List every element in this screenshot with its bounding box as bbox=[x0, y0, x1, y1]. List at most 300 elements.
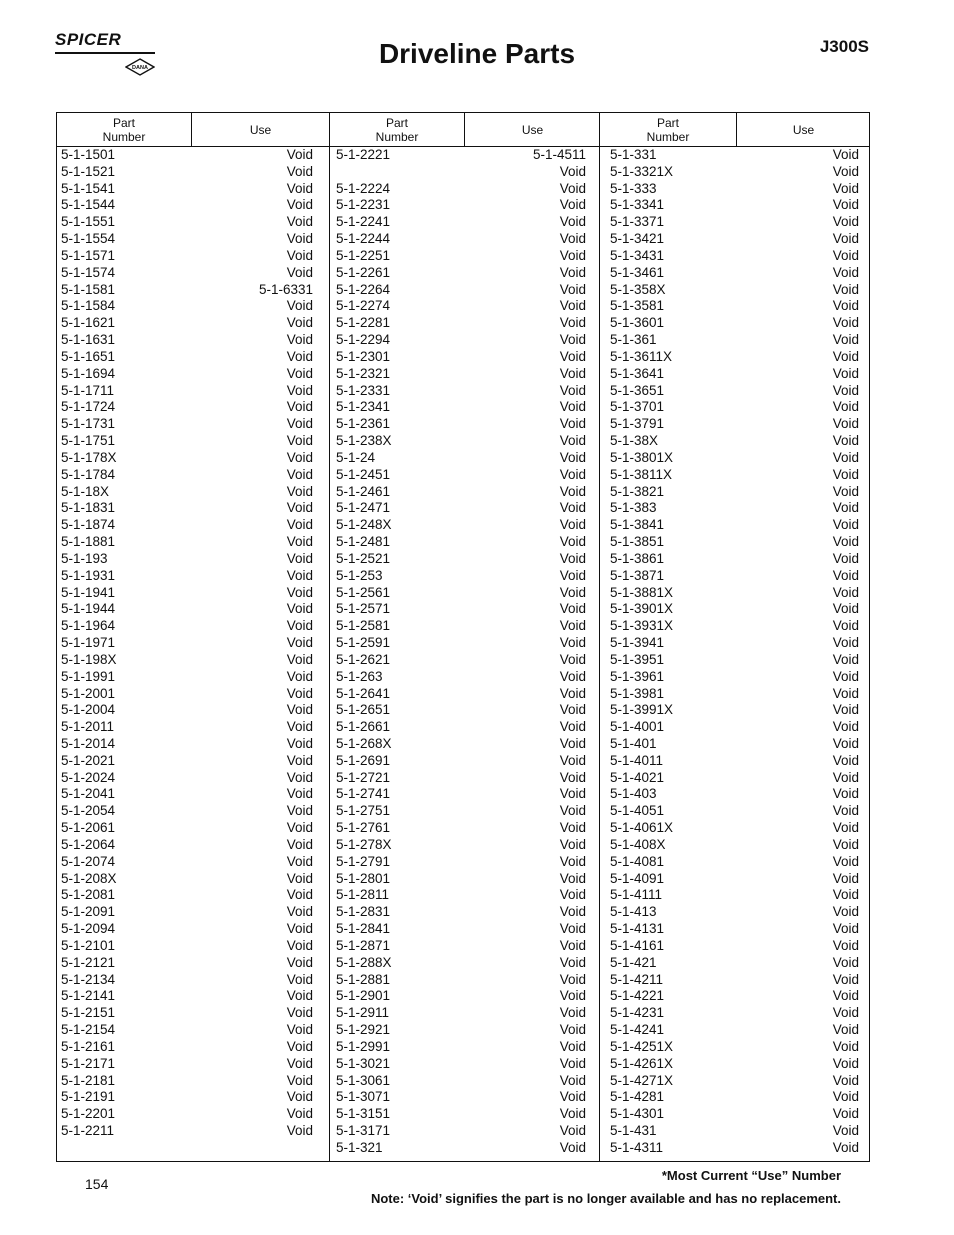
use-cell: Void bbox=[286, 534, 313, 550]
part-number-cell: 5-1-1751 bbox=[61, 433, 116, 449]
use-cell: Void bbox=[559, 820, 586, 836]
table-row bbox=[330, 585, 600, 602]
use-cell: Void bbox=[286, 298, 313, 314]
use-cell: Void bbox=[559, 264, 586, 280]
use-cell: Void bbox=[559, 449, 586, 465]
use-cell: Void bbox=[286, 483, 313, 499]
use-cell: Void bbox=[286, 954, 313, 970]
table-row bbox=[330, 921, 600, 938]
use-cell: Void bbox=[832, 820, 859, 836]
table-row bbox=[330, 517, 600, 534]
use-cell: Void bbox=[559, 971, 586, 987]
use-cell: Void bbox=[559, 1038, 586, 1054]
table-row bbox=[330, 416, 600, 433]
part-number-cell: 5-1-248X bbox=[336, 517, 392, 533]
table-row bbox=[600, 736, 870, 753]
table-row bbox=[330, 686, 600, 703]
table-row bbox=[57, 854, 329, 871]
table-row bbox=[330, 315, 600, 332]
use-cell: Void bbox=[559, 904, 586, 920]
use-cell: Void bbox=[832, 921, 859, 937]
table-row bbox=[330, 1106, 600, 1123]
use-cell: Void bbox=[286, 1055, 313, 1071]
table-row bbox=[600, 635, 870, 652]
part-number-cell: 5-1-2331 bbox=[336, 382, 391, 398]
part-number-cell: 5-1-2251 bbox=[336, 247, 391, 263]
table-row bbox=[57, 635, 329, 652]
part-number-cell: 5-1-2281 bbox=[336, 315, 391, 331]
table-row bbox=[57, 786, 329, 803]
use-cell: Void bbox=[559, 1005, 586, 1021]
table-row bbox=[600, 399, 870, 416]
table-row bbox=[600, 618, 870, 635]
part-number-cell: 5-1-1621 bbox=[61, 315, 116, 331]
table-row bbox=[330, 164, 600, 181]
table-row bbox=[600, 416, 870, 433]
table-row bbox=[330, 887, 600, 904]
use-cell: Void bbox=[559, 685, 586, 701]
use-cell: Void bbox=[832, 904, 859, 920]
use-cell: Void bbox=[286, 332, 313, 348]
part-number-cell: 5-1-331 bbox=[610, 147, 657, 162]
use-cell: Void bbox=[832, 247, 859, 263]
use-cell: Void bbox=[286, 348, 313, 364]
table-row bbox=[600, 214, 870, 231]
use-cell: Void bbox=[832, 836, 859, 852]
part-number-cell: 5-1-2011 bbox=[61, 719, 115, 735]
part-number-cell: 5-1-3651 bbox=[610, 382, 665, 398]
use-cell: Void bbox=[559, 483, 586, 499]
part-number-cell: 5-1-1521 bbox=[61, 163, 116, 179]
table-row bbox=[600, 349, 870, 366]
part-number-cell: 5-1-1574 bbox=[61, 264, 116, 280]
table-row bbox=[330, 786, 600, 803]
table-row bbox=[330, 467, 600, 484]
table-row bbox=[600, 315, 870, 332]
use-cell: Void bbox=[832, 752, 859, 768]
table-row bbox=[330, 972, 600, 989]
part-number-cell: 5-1-278X bbox=[336, 836, 392, 852]
part-number-cell: 5-1-288X bbox=[336, 954, 392, 970]
part-number-cell: 5-1-38X bbox=[610, 433, 659, 449]
table-row bbox=[57, 871, 329, 888]
use-cell: Void bbox=[286, 618, 313, 634]
table-row bbox=[57, 955, 329, 972]
table-row bbox=[600, 433, 870, 450]
use-cell: Void bbox=[832, 719, 859, 735]
use-cell: Void bbox=[559, 584, 586, 600]
table-row bbox=[330, 904, 600, 921]
table-row bbox=[330, 669, 600, 686]
part-number-cell: 5-1-3801X bbox=[610, 449, 674, 465]
part-number-cell: 5-1-1581 bbox=[61, 281, 116, 297]
table-row bbox=[330, 719, 600, 736]
part-number-cell: 5-1-2161 bbox=[61, 1038, 116, 1054]
header-use: Use bbox=[464, 113, 600, 146]
use-cell: Void bbox=[832, 702, 859, 718]
table-row bbox=[600, 854, 870, 871]
use-cell: Void bbox=[559, 332, 586, 348]
use-cell: Void bbox=[286, 937, 313, 953]
use-cell: Void bbox=[832, 1055, 859, 1071]
table-row bbox=[57, 399, 329, 416]
table-row bbox=[330, 1056, 600, 1073]
use-cell: Void bbox=[559, 988, 586, 1004]
use-cell: Void bbox=[832, 954, 859, 970]
table-row bbox=[600, 770, 870, 787]
table-row bbox=[57, 282, 329, 299]
part-number-cell: 5-1-2224 bbox=[336, 180, 391, 196]
part-number-cell: 5-1-4161 bbox=[610, 937, 665, 953]
part-number-cell: 5-1-4301 bbox=[610, 1106, 665, 1122]
part-number-cell: 5-1-4271X bbox=[610, 1072, 674, 1088]
use-cell: Void bbox=[832, 937, 859, 953]
table-row bbox=[57, 551, 329, 568]
use-cell: Void bbox=[832, 500, 859, 516]
part-number-cell: 5-1-253 bbox=[336, 567, 383, 583]
part-number-cell: 5-1-3321X bbox=[610, 163, 674, 179]
part-number-cell: 5-1-4231 bbox=[610, 1005, 665, 1021]
part-number-cell: 5-1-2181 bbox=[61, 1072, 116, 1088]
table-row bbox=[330, 568, 600, 585]
use-cell: Void bbox=[286, 668, 313, 684]
use-cell: Void bbox=[559, 853, 586, 869]
part-number-cell: 5-1-4261X bbox=[610, 1055, 674, 1071]
use-cell: Void bbox=[832, 668, 859, 684]
table-row bbox=[600, 551, 870, 568]
rows-column-2 bbox=[330, 147, 600, 1157]
use-cell: Void bbox=[286, 433, 313, 449]
use-cell: Void bbox=[286, 769, 313, 785]
part-number-cell: 5-1-3021 bbox=[336, 1055, 391, 1071]
part-number-cell: 5-1-1731 bbox=[61, 416, 116, 432]
part-number-cell: 5-1-3821 bbox=[610, 483, 665, 499]
part-number-cell: 5-1-2651 bbox=[336, 702, 391, 718]
part-number-cell: 5-1-4281 bbox=[610, 1089, 665, 1105]
use-cell: Void bbox=[832, 466, 859, 482]
use-cell: Void bbox=[559, 382, 586, 398]
table-row bbox=[57, 820, 329, 837]
table-row bbox=[330, 753, 600, 770]
use-cell: Void bbox=[559, 752, 586, 768]
part-number-cell: 5-1-2751 bbox=[336, 803, 391, 819]
table-row bbox=[330, 500, 600, 517]
part-number-cell: 5-1-2521 bbox=[336, 550, 391, 566]
part-number-cell: 5-1-4061X bbox=[610, 820, 674, 836]
table-row bbox=[57, 298, 329, 315]
table-row bbox=[57, 601, 329, 618]
part-number-cell: 5-1-4091 bbox=[610, 870, 665, 886]
part-number-cell: 5-1-2121 bbox=[61, 954, 116, 970]
table-row bbox=[600, 197, 870, 214]
table-row bbox=[600, 568, 870, 585]
part-number-cell: 5-1-2241 bbox=[336, 214, 391, 230]
table-row bbox=[57, 736, 329, 753]
part-number-cell: 5-1-1584 bbox=[61, 298, 116, 314]
part-number-cell: 5-1-2621 bbox=[336, 651, 391, 667]
table-row bbox=[57, 568, 329, 585]
part-number-cell: 5-1-2921 bbox=[336, 1022, 391, 1038]
part-number-cell: 5-1-3581 bbox=[610, 298, 665, 314]
use-cell: Void bbox=[832, 517, 859, 533]
part-number-cell: 5-1-361 bbox=[610, 332, 657, 348]
part-number-cell: 5-1-2211 bbox=[61, 1123, 115, 1139]
table-row bbox=[57, 164, 329, 181]
part-number-cell: 5-1-2221 bbox=[336, 147, 391, 162]
table-row bbox=[57, 1073, 329, 1090]
table-row bbox=[330, 837, 600, 854]
use-cell: 5-1-6331 bbox=[258, 281, 313, 297]
use-cell: Void bbox=[832, 601, 859, 617]
table-row bbox=[600, 938, 870, 955]
table-row bbox=[600, 652, 870, 669]
use-cell: Void bbox=[559, 1139, 586, 1155]
table-row bbox=[330, 433, 600, 450]
part-number-cell: 5-1-3421 bbox=[610, 231, 665, 247]
part-number-cell: 5-1-2091 bbox=[61, 904, 116, 920]
table-row bbox=[600, 231, 870, 248]
use-cell: Void bbox=[559, 231, 586, 247]
table-row bbox=[57, 517, 329, 534]
table-row bbox=[600, 871, 870, 888]
use-cell: Void bbox=[559, 1072, 586, 1088]
part-number-cell: 5-1-2264 bbox=[336, 281, 391, 297]
part-number-cell: 5-1-2481 bbox=[336, 534, 391, 550]
use-cell: Void bbox=[286, 735, 313, 751]
table-row bbox=[600, 1140, 870, 1157]
part-number-cell: 5-1-4001 bbox=[610, 719, 665, 735]
part-number-cell: 5-1-2134 bbox=[61, 971, 116, 987]
part-number-cell: 5-1-3901X bbox=[610, 601, 674, 617]
table-row bbox=[330, 332, 600, 349]
part-number-cell: 5-1-2004 bbox=[61, 702, 116, 718]
use-cell: Void bbox=[559, 534, 586, 550]
table-row bbox=[600, 248, 870, 265]
use-cell: Void bbox=[286, 247, 313, 263]
table-row bbox=[600, 1073, 870, 1090]
use-cell: Void bbox=[832, 1072, 859, 1088]
part-number-cell: 5-1-1544 bbox=[61, 197, 116, 213]
part-number-cell: 5-1-421 bbox=[610, 954, 657, 970]
use-cell: Void bbox=[286, 702, 313, 718]
part-number-cell: 5-1-4021 bbox=[610, 769, 665, 785]
table-row bbox=[57, 1005, 329, 1022]
table-row bbox=[57, 332, 329, 349]
part-number-cell: 5-1-4241 bbox=[610, 1022, 665, 1038]
table-row bbox=[57, 248, 329, 265]
use-cell: Void bbox=[286, 449, 313, 465]
table-row bbox=[57, 770, 329, 787]
part-number-cell: 5-1-4051 bbox=[610, 803, 665, 819]
part-number-cell: 5-1-2691 bbox=[336, 752, 391, 768]
part-number-cell: 5-1-3871 bbox=[610, 567, 665, 583]
table-row bbox=[57, 652, 329, 669]
use-cell: Void bbox=[286, 382, 313, 398]
part-number-cell: 5-1-2321 bbox=[336, 365, 391, 381]
use-cell: Void bbox=[286, 1005, 313, 1021]
use-cell: Void bbox=[286, 264, 313, 280]
use-cell: Void bbox=[832, 231, 859, 247]
part-number-cell: 5-1-238X bbox=[336, 433, 392, 449]
part-number-cell: 5-1-3841 bbox=[610, 517, 665, 533]
header-part-number: Part Number bbox=[646, 115, 690, 144]
table-row bbox=[57, 887, 329, 904]
use-cell: Void bbox=[286, 517, 313, 533]
use-cell: Void bbox=[832, 180, 859, 196]
table-row bbox=[57, 972, 329, 989]
part-number-cell: 5-1-2301 bbox=[336, 348, 391, 364]
part-number-cell: 5-1-2274 bbox=[336, 298, 391, 314]
part-number-cell: 5-1-2561 bbox=[336, 584, 391, 600]
use-cell: Void bbox=[286, 853, 313, 869]
use-cell: Void bbox=[832, 197, 859, 213]
part-number-cell: 5-1-2451 bbox=[336, 466, 391, 482]
use-cell: Void bbox=[286, 584, 313, 600]
table-row bbox=[600, 1022, 870, 1039]
use-cell: Void bbox=[559, 500, 586, 516]
use-cell: Void bbox=[559, 836, 586, 852]
part-number-cell: 5-1-2171 bbox=[61, 1055, 116, 1071]
use-cell: Void bbox=[832, 870, 859, 886]
use-cell: Void bbox=[286, 719, 313, 735]
part-number-cell: 5-1-2901 bbox=[336, 988, 391, 1004]
table-row bbox=[57, 416, 329, 433]
use-cell: Void bbox=[559, 668, 586, 684]
part-number-cell: 5-1-2231 bbox=[336, 197, 391, 213]
table-row bbox=[600, 1056, 870, 1073]
rows-column-1 bbox=[57, 147, 329, 1140]
table-row bbox=[330, 214, 600, 231]
part-number-cell: 5-1-3791 bbox=[610, 416, 665, 432]
use-cell: Void bbox=[286, 1089, 313, 1105]
table-row bbox=[57, 585, 329, 602]
table-row bbox=[600, 282, 870, 299]
use-cell: Void bbox=[832, 214, 859, 230]
part-number-cell: 5-1-268X bbox=[336, 735, 392, 751]
table-row bbox=[600, 601, 870, 618]
table-column-1 bbox=[57, 113, 329, 1161]
part-number-cell: 5-1-1941 bbox=[61, 584, 116, 600]
part-number-cell: 5-1-1711 bbox=[61, 382, 115, 398]
table-row bbox=[600, 686, 870, 703]
table-row bbox=[330, 988, 600, 1005]
use-cell: Void bbox=[832, 584, 859, 600]
use-cell: Void bbox=[286, 214, 313, 230]
table-row bbox=[600, 921, 870, 938]
use-cell: Void bbox=[559, 466, 586, 482]
use-cell: Void bbox=[286, 971, 313, 987]
use-cell: Void bbox=[832, 163, 859, 179]
part-number-cell: 5-1-1991 bbox=[61, 668, 116, 684]
table-row bbox=[57, 988, 329, 1005]
use-cell: Void bbox=[559, 180, 586, 196]
part-number-cell: 5-1-3371 bbox=[610, 214, 665, 230]
part-number-cell: 5-1-1874 bbox=[61, 517, 116, 533]
part-number-cell: 5-1-2101 bbox=[61, 937, 116, 953]
table-row bbox=[330, 820, 600, 837]
table-row bbox=[57, 753, 329, 770]
use-cell: Void bbox=[559, 803, 586, 819]
part-number-cell: 5-1-3931X bbox=[610, 618, 674, 634]
part-number-cell: 5-1-2064 bbox=[61, 836, 116, 852]
part-number-cell: 5-1-3061 bbox=[336, 1072, 391, 1088]
table-row bbox=[330, 1140, 600, 1157]
part-number-cell: 5-1-3701 bbox=[610, 399, 665, 415]
use-cell: Void bbox=[286, 500, 313, 516]
part-number-cell: 5-1-2811 bbox=[336, 887, 390, 903]
table-row bbox=[330, 383, 600, 400]
svg-text:DANA: DANA bbox=[132, 65, 148, 71]
table-row bbox=[330, 231, 600, 248]
part-number-cell: 5-1-3151 bbox=[336, 1106, 391, 1122]
table-row bbox=[330, 702, 600, 719]
part-number-cell: 5-1-3961 bbox=[610, 668, 665, 684]
table-row bbox=[57, 719, 329, 736]
part-number-cell: 5-1-431 bbox=[610, 1123, 657, 1139]
table-row bbox=[600, 517, 870, 534]
table-row bbox=[57, 500, 329, 517]
use-cell: Void bbox=[559, 719, 586, 735]
use-cell: Void bbox=[832, 298, 859, 314]
table-row bbox=[330, 1039, 600, 1056]
part-number-cell: 5-1-413 bbox=[610, 904, 657, 920]
use-cell: Void bbox=[286, 180, 313, 196]
table-row bbox=[600, 1039, 870, 1056]
table-row bbox=[600, 955, 870, 972]
use-cell: 5-1-4511 bbox=[532, 147, 586, 162]
use-cell: Void bbox=[286, 1072, 313, 1088]
use-cell: Void bbox=[832, 971, 859, 987]
use-cell: Void bbox=[832, 315, 859, 331]
part-number-cell: 5-1-4311 bbox=[610, 1139, 664, 1155]
use-cell: Void bbox=[832, 635, 859, 651]
part-number-cell: 5-1-3811X bbox=[610, 466, 673, 482]
part-number-cell: 5-1-2151 bbox=[61, 1005, 116, 1021]
table-row bbox=[330, 197, 600, 214]
part-number-cell: 5-1-1651 bbox=[61, 348, 116, 364]
use-cell: Void bbox=[832, 1123, 859, 1139]
use-cell: Void bbox=[559, 567, 586, 583]
use-cell: Void bbox=[286, 921, 313, 937]
part-number-cell: 5-1-3941 bbox=[610, 635, 665, 651]
use-cell: Void bbox=[559, 433, 586, 449]
table-row bbox=[600, 669, 870, 686]
part-number-cell: 5-1-3981 bbox=[610, 685, 665, 701]
use-cell: Void bbox=[286, 399, 313, 415]
use-cell: Void bbox=[559, 601, 586, 617]
use-cell: Void bbox=[286, 786, 313, 802]
use-cell: Void bbox=[286, 550, 313, 566]
part-number-cell: 5-1-1501 bbox=[61, 147, 116, 162]
part-number-cell: 5-1-3601 bbox=[610, 315, 665, 331]
table-row bbox=[600, 332, 870, 349]
use-cell: Void bbox=[559, 921, 586, 937]
part-number-cell: 5-1-1541 bbox=[61, 180, 116, 196]
part-number-cell: 5-1-2024 bbox=[61, 769, 116, 785]
use-cell: Void bbox=[832, 416, 859, 432]
table-row bbox=[330, 871, 600, 888]
table-row bbox=[57, 921, 329, 938]
table-row bbox=[330, 854, 600, 871]
use-cell: Void bbox=[832, 147, 859, 162]
use-cell: Void bbox=[832, 348, 859, 364]
table-row bbox=[57, 686, 329, 703]
table-row bbox=[330, 955, 600, 972]
table-row bbox=[600, 164, 870, 181]
table-row bbox=[600, 1123, 870, 1140]
part-number-cell: 5-1-2581 bbox=[336, 618, 391, 634]
use-cell: Void bbox=[832, 1106, 859, 1122]
